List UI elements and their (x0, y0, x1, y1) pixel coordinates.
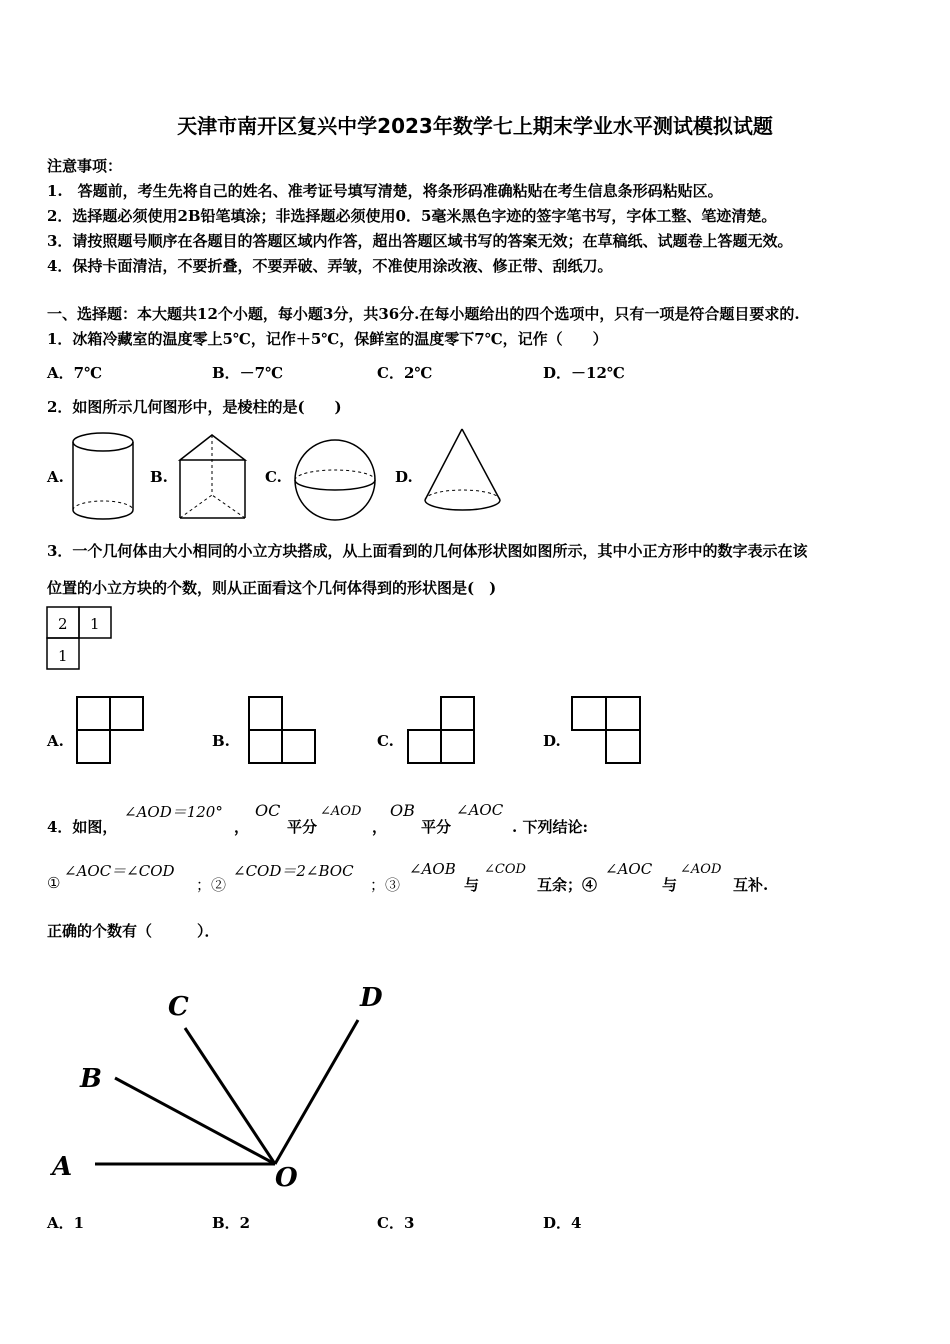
conclusion-4-angle-a: ∠AOC (605, 860, 653, 878)
q4-bisects: 平分 (287, 818, 318, 836)
q3-stem-line2: 位置的小立方块的个数，则从正面看这个几何体得到的形状图是( ) (47, 579, 497, 597)
notice-item: 1. 答题前，考生先将自己的姓名、准考证号填写清楚，将条形码准确粘贴在考生信息条形码粘贴区。 (47, 182, 723, 200)
q4-sep: ， (234, 818, 250, 836)
notice-heading: 注意事项： (47, 157, 123, 175)
cone-figure (420, 425, 510, 525)
q4-option-c: C．3 (377, 1214, 415, 1232)
point-label-o: O (275, 1163, 298, 1193)
top-view-grid (46, 606, 116, 672)
notice-item: 3．请按照题号顺序在各题目的答题区域内作答，超出答题区域书写的答案无效；在草稿纸、试题卷上答题无效。 (47, 232, 793, 250)
q4-ob: OB (390, 801, 415, 820)
conclusion-2-mark: ；② (196, 876, 227, 894)
conclusion-3-angle-b: ∠COD (484, 862, 526, 877)
conclusion-4-with: 与 (662, 876, 678, 894)
cylinder-figure (70, 430, 135, 525)
front-view-option-b (248, 696, 320, 766)
sphere-figure (290, 440, 385, 525)
q1-option-a: A．7℃ (47, 364, 103, 382)
point-label-a: A (52, 1152, 73, 1182)
q1-stem: 1．冰箱冷藏室的温度零上5℃，记作＋5℃，保鲜室的温度零下7℃，记作（ ） (47, 330, 608, 348)
prism-figure (175, 430, 250, 525)
q4-suffix: . 下列结论: (512, 818, 588, 836)
q4-option-d: D．4 (543, 1214, 582, 1232)
grid-number: 1 (58, 647, 68, 665)
conclusion-3-mark: ；③ (370, 876, 401, 894)
conclusion-3-with: 与 (464, 876, 480, 894)
q2-label-b: B. (150, 468, 168, 486)
conclusion-3-angle-a: ∠AOB (409, 860, 456, 878)
q4-expr-aod: ∠AOD＝120° (124, 803, 223, 821)
conclusion-1-expr: ∠AOC＝∠COD (64, 862, 175, 880)
q3-stem-line1: 3．一个几何体由大小相同的小立方块搭成，从上面看到的几何体形状图如图所示，其中小正方形中的数字表示在该 (47, 542, 808, 560)
grid-number: 1 (90, 615, 100, 633)
q4-angle-aoc: ∠AOC (456, 801, 504, 819)
ray-oc (185, 1028, 275, 1164)
q3-label-c: C. (377, 732, 394, 750)
q1-option-c: C．2℃ (377, 364, 433, 382)
q4-prefix: 4．如图， (47, 818, 118, 836)
q2-label-d: D. (395, 468, 413, 486)
q1-option-b: B．－7℃ (212, 364, 284, 382)
grid-number: 2 (58, 615, 68, 633)
conclusion-4-tail: 互补. (733, 876, 769, 894)
section-heading: 一、选择题：本大题共12个小题，每小题3分，共36分.在每小题给出的四个选项中，只有一项是符合题目要求的. (47, 305, 800, 323)
angle-figure (40, 975, 400, 1195)
q1-option-d: D．－12℃ (543, 364, 625, 382)
conclusion-4-angle-b: ∠AOD (680, 862, 722, 877)
q4-sep: ， (372, 818, 388, 836)
q4-option-a: A．1 (47, 1214, 85, 1232)
conclusion-3-tail: 互余；④ (537, 876, 598, 894)
q4-oc: OC (255, 801, 281, 820)
q3-label-b: B. (212, 732, 230, 750)
q3-label-a: A. (47, 732, 64, 750)
notice-item: 2．选择题必须使用2B铅笔填涂；非选择题必须使用0．5毫米黑色字迹的签字笔书写，字体工整、笔迹清楚。 (47, 207, 777, 225)
point-label-b: B (80, 1064, 102, 1094)
q4-angle-aod: ∠AOD (320, 804, 362, 819)
q4-option-b: B．2 (212, 1214, 251, 1232)
conclusion-1-mark: ① (47, 874, 61, 892)
ray-ob (115, 1078, 275, 1164)
q3-label-d: D. (543, 732, 561, 750)
page-title: 天津市南开区复兴中学2023年数学七上期末学业水平测试模拟试题 (177, 114, 773, 138)
conclusion-2-expr: ∠COD＝2∠BOC (233, 862, 354, 880)
q2-stem: 2．如图所示几何图形中，是棱柱的是( ) (47, 398, 342, 416)
point-label-d: D (360, 983, 383, 1013)
front-view-option-a (76, 696, 146, 766)
q4-bisects: 平分 (421, 818, 452, 836)
q4-ask: 正确的个数有（ ）． (47, 922, 220, 940)
notice-item: 4．保持卡面清洁，不要折叠，不要弄破、弄皱，不准使用涂改液、修正带、刮纸刀。 (47, 257, 613, 275)
ray-od (275, 1020, 358, 1164)
q2-label-a: A. (47, 468, 64, 486)
q2-label-c: C. (265, 468, 282, 486)
front-view-option-c (406, 696, 478, 766)
front-view-option-d (571, 696, 643, 766)
point-label-c: C (168, 992, 189, 1022)
